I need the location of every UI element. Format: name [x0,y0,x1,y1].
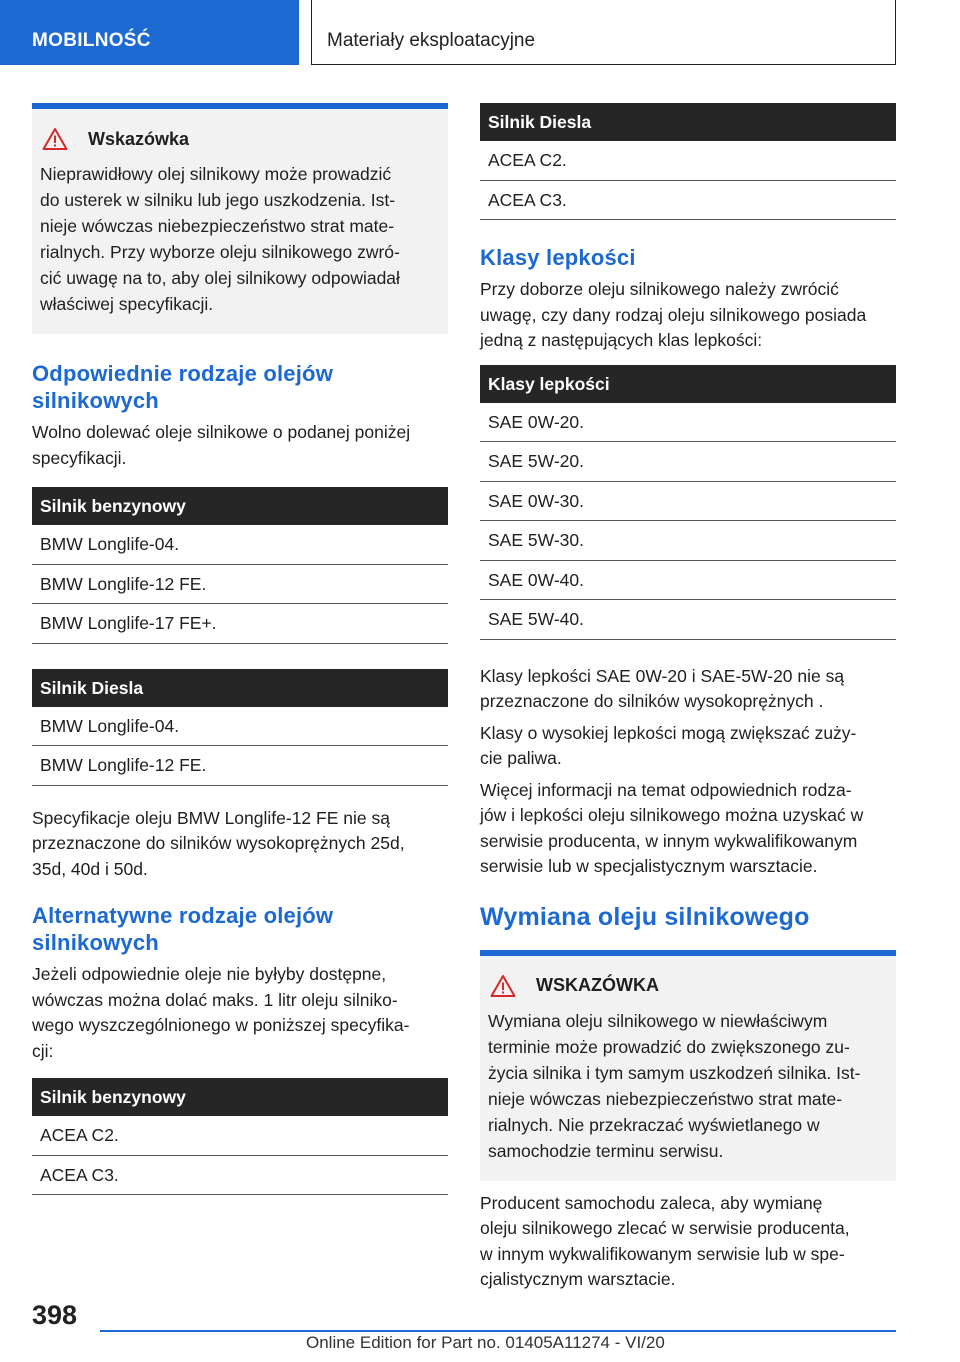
body-text: Klasy o wysokiej lepkości mogą zwiększać zuży- cie paliwa. [480,722,857,768]
table-header: Silnik Diesla [32,669,448,707]
warning-note [32,103,448,334]
table-row: ACEA C2. [480,141,896,181]
spec-table [32,487,448,644]
right-column [480,103,896,1293]
table-row: SAE 5W-20. [480,442,896,482]
section-heading: Alternatywne rodzaje olejów silnikowych [32,903,334,955]
note-title: Wskazówka [88,128,190,149]
table-row: SAE 0W-20. [480,403,896,443]
warning-note [480,950,896,1181]
table-header: Silnik Diesla [480,103,896,141]
left-column [32,103,448,1195]
section-heading: Wymiana oleju silnikowego [480,902,810,931]
section-tab: MOBILNOŚĆ [0,0,299,65]
table-row: SAE 5W-30. [480,521,896,561]
page-number: 398 [32,1300,78,1330]
body-text: Przy doborze oleju silnikowego należy zwrócić uwagę, czy dany rodzaj oleju silnikowego posiada jedną z następujących klas lepkości: [480,279,867,350]
warning-triangle-icon [490,974,516,998]
table-row: BMW Longlife-04. [32,707,448,747]
spec-table [32,669,448,786]
spec-table [32,1078,448,1195]
note-text: Nieprawidłowy olej silnikowy może prowadzić do usterek w silniku lub jego uszkodzenia. Ist- nieje wówczas niebezpieczeństwo strat mate- rialnych. Przy wyborze oleju silnikowego zwró- cić uwagę na to, aby olej silnikowy odpowiadał właściwej specyfikacji. [40,164,400,314]
body-text: Producent samochodu zaleca, aby wymianę oleju silnikowego zlecać w serwisie producenta, w innym wykwalifikowanym serwisie lub w spe- cjalistycznym warsztacie. [480,1192,850,1289]
body-text: Specyfikacje oleju BMW Longlife-12 FE nie są przeznaczone do silników wysokoprężnych 25d, 35d, 40d i 50d. [32,807,405,879]
spec-table [480,103,896,220]
viscosity-table [480,365,896,640]
table-row: BMW Longlife-17 FE+. [32,604,448,644]
warning-triangle-icon [42,127,68,151]
note-heading [488,974,886,998]
body-text: Wolno dolewać oleje silnikowe o podanej poniżej specyfikacji. [32,422,411,468]
table-row: ACEA C3. [480,181,896,221]
body-text: Klasy lepkości SAE 0W-20 i SAE-5W-20 nie są przeznaczone do silników wysokoprężnych . [480,665,845,711]
table-row: ACEA C3. [32,1156,448,1196]
note-title: WSKAZÓWKA [536,975,659,995]
table-row: BMW Longlife-04. [32,525,448,565]
section-heading: Odpowiednie rodzaje olejów silnikowych [32,361,334,413]
table-row: ACEA C2. [32,1116,448,1156]
chapter-title: Materiały eksploatacyjne [311,0,896,65]
table-header: Klasy lepkości [480,365,896,403]
footer-divider [100,1330,896,1332]
table-row: SAE 0W-40. [480,561,896,601]
table-row: SAE 0W-30. [480,482,896,522]
body-text: Jeżeli odpowiednie oleje nie byłyby dostępne, wówczas można dolać maks. 1 litr oleju silniko- wego wyszczególnionego w poniższej specyfika- cji: [32,964,410,1061]
section-heading: Klasy lepkości [480,245,636,270]
footer-edition: Online Edition for Part no. 01405A11274 - VI/20 [306,1333,665,1352]
body-text: Więcej informacji na temat odpowiednich rodza- jów i lepkości oleju silnikowego można uzyskać w serwisie producenta, w innym wykwalifikowanym serwisie lub w specjalistycznym warsztacie. [480,779,864,876]
table-header: Silnik benzynowy [32,1078,448,1116]
table-row: SAE 5W-40. [480,600,896,640]
table-row: BMW Longlife-12 FE. [32,746,448,786]
table-header: Silnik benzynowy [32,487,448,525]
note-text: Wymiana oleju silnikowego w niewłaściwym terminie może prowadzić do zwiększonego zu- życia silnika i tym samym uszkodzeń silnika. Ist- nieje wówczas niebezpieczeństwo strat mate- rialnych. Nie przekraczać wyświetlanego w samochodzie terminu serwisu. [488,1010,861,1161]
note-heading [40,127,438,151]
table-row: BMW Longlife-12 FE. [32,565,448,605]
